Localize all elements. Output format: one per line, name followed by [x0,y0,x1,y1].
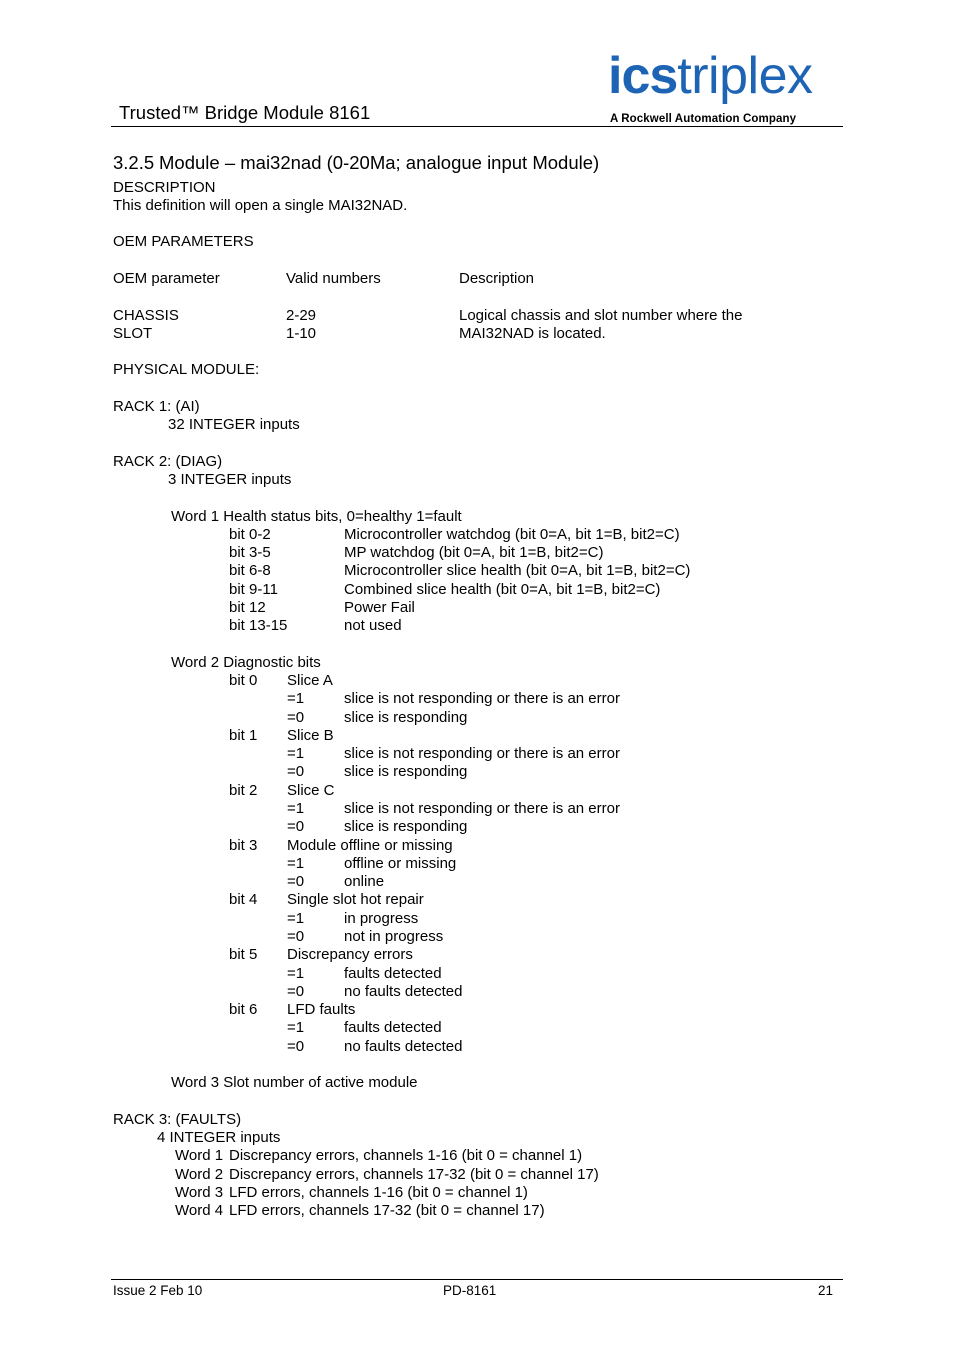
word2-value-1: =1 [287,855,305,872]
word2-value-0: =0 [287,763,305,780]
logo-triplex: triplex [677,47,813,105]
description-label: DESCRIPTION [113,179,216,196]
footer-doc-id: PD-8161 [443,1283,497,1298]
word2-bit: bit 4 [229,891,258,908]
word2-value-0: =0 [287,1038,305,1055]
rack3-word: Word 3 [175,1184,224,1201]
word1-title: Word 1 Health status bits, 0=healthy 1=fault [171,508,462,525]
word1-bit: bit 13-15 [229,617,288,634]
rack3-word-desc: LFD errors, channels 17-32 (bit 0 = channel 17) [229,1202,545,1219]
word1-bit: bit 12 [229,599,266,616]
word3-title: Word 3 Slot number of active module [171,1074,418,1091]
word2-value-0-desc: no faults detected [344,983,463,1000]
oem-heading: OEM PARAMETERS [113,233,254,250]
physical-heading: PHYSICAL MODULE: [113,361,260,378]
word2-value-0-desc: slice is responding [344,763,468,780]
word2-value-1: =1 [287,800,305,817]
rack3-inputs: 4 INTEGER inputs [157,1129,281,1146]
rack3-word-desc: Discrepancy errors, channels 1-16 (bit 0 = channel 1) [229,1147,583,1164]
word1-bit: bit 0-2 [229,526,271,543]
word1-bit-desc: Microcontroller slice health (bit 0=A, bit 1=B, bit2=C) [344,562,691,579]
word2-value-1: =1 [287,1019,305,1036]
word2-value-1: =1 [287,965,305,982]
word2-value-0: =0 [287,983,305,1000]
word2-value-0-desc: online [344,873,385,890]
footer-issue: Issue 2 Feb 10 [113,1283,203,1298]
word2-value-1: =1 [287,690,305,707]
word2-value-1-desc: in progress [344,910,419,927]
word2-bit: bit 1 [229,727,258,744]
oem-col-desc: Description [459,270,535,287]
oem-col-param: OEM parameter [113,270,220,287]
oem-valid: 2-29 [286,307,317,324]
word2-value-0-desc: not in progress [344,928,444,945]
word1-bit-desc: not used [344,617,402,634]
rack2-inputs: 3 INTEGER inputs [168,471,292,488]
word2-value-1-desc: faults detected [344,1019,442,1036]
word2-value-1: =1 [287,745,305,762]
word2-value-0: =0 [287,818,305,835]
word1-bit: bit 9-11 [229,581,278,598]
word2-bit: bit 0 [229,672,258,689]
page-number: 21 [818,1283,834,1298]
word2-bit: bit 2 [229,782,258,799]
word1-bit-desc: MP watchdog (bit 0=A, bit 1=B, bit2=C) [344,544,604,561]
rack3-title: RACK 3: (FAULTS) [113,1111,242,1128]
word2-value-0-desc: slice is responding [344,818,468,835]
rack2-title: RACK 2: (DIAG) [113,453,223,470]
word2-title: Word 2 Diagnostic bits [171,654,321,671]
logo-tagline: A Rockwell Automation Company [610,113,797,125]
rack3-word-desc: LFD errors, channels 1-16 (bit 0 = channel 1) [229,1184,528,1201]
word2-bit: bit 5 [229,946,258,963]
word1-bit-desc: Combined slice health (bit 0=A, bit 1=B, bit2=C) [344,581,661,598]
word1-bit-desc: Microcontroller watchdog (bit 0=A, bit 1=B, bit2=C) [344,526,680,543]
rack3-word-desc: Discrepancy errors, channels 17-32 (bit 0 = channel 17) [229,1166,599,1183]
oem-param: SLOT [113,325,153,342]
word2-bit: bit 3 [229,837,258,854]
section-title: Module – mai32nad (0-20Ma; analogue input Module) [159,152,600,173]
word2-bit-name: Discrepancy errors [287,946,413,963]
word2-bit: bit 6 [229,1001,258,1018]
description-text: This definition will open a single MAI32NAD. [113,197,408,214]
word2-value-0: =0 [287,928,305,945]
word2-bit-name: LFD faults [287,1001,356,1018]
rack3-word: Word 1 [175,1147,224,1164]
word2-value-0: =0 [287,873,305,890]
rack1-title: RACK 1: (AI) [113,398,200,415]
ics-triplex-logo [608,48,813,104]
oem-valid: 1-10 [286,325,317,342]
rack1-inputs: 32 INTEGER inputs [168,416,300,433]
oem-desc: MAI32NAD is located. [459,325,606,342]
footer-rule [111,1279,843,1280]
oem-col-valid: Valid numbers [286,270,381,287]
word1-bit: bit 3-5 [229,544,271,561]
rack3-word: Word 4 [175,1202,224,1219]
word2-bit-name: Slice A [287,672,333,689]
header-rule [111,126,843,127]
word2-value-0: =0 [287,709,305,726]
logo-ics: ics [608,47,678,105]
rack3-word: Word 2 [175,1166,224,1183]
oem-desc: Logical chassis and slot number where the [459,307,743,324]
word2-value-1: =1 [287,910,305,927]
oem-param: CHASSIS [113,307,179,324]
word2-bit-name: Module offline or missing [287,837,453,854]
word2-bit-name: Single slot hot repair [287,891,424,908]
word2-value-0-desc: slice is responding [344,709,468,726]
word2-value-1-desc: faults detected [344,965,442,982]
word2-value-1-desc: slice is not responding or there is an error [344,690,620,707]
section-number: 3.2.5 [113,152,155,173]
header-title: Trusted™ Bridge Module 8161 [119,102,371,123]
word2-value-1-desc: slice is not responding or there is an error [344,745,620,762]
word1-bit-desc: Power Fail [344,599,415,616]
word2-value-1-desc: slice is not responding or there is an error [344,800,620,817]
word2-bit-name: Slice B [287,727,334,744]
word2-bit-name: Slice C [287,782,335,799]
word1-bit: bit 6-8 [229,562,271,579]
word2-value-1-desc: offline or missing [344,855,457,872]
word2-value-0-desc: no faults detected [344,1038,463,1055]
